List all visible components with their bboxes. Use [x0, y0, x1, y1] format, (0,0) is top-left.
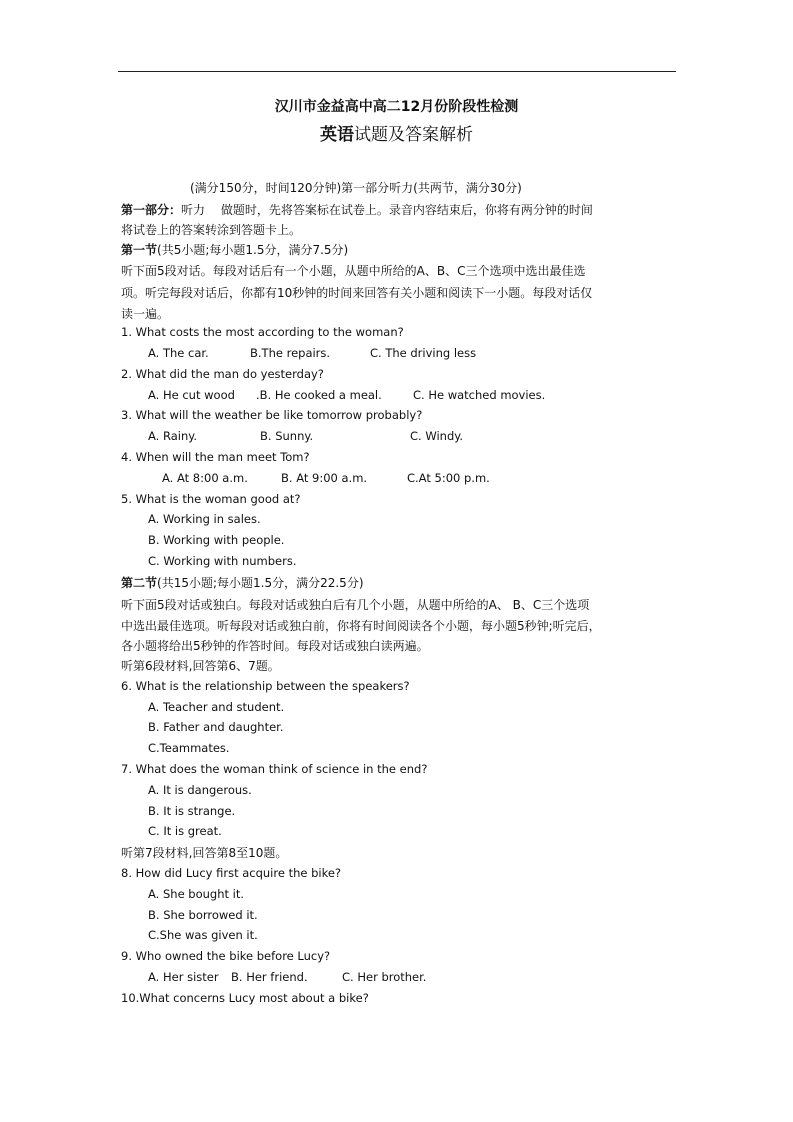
q3-option-b: B. Sunny. [260, 429, 314, 443]
q1-option-b: B.The repairs. [250, 346, 331, 360]
q5-option-a: A. Working in sales. [148, 512, 261, 526]
q2-option-c: C. He watched movies. [413, 388, 546, 402]
q8-option-c: C.She was given it. [148, 928, 258, 942]
question-4: 4. When will the man meet Tom? [121, 450, 310, 464]
q6-option-b: B. Father and daughter. [148, 720, 284, 734]
q4-option-b: B. At 9:00 a.m. [281, 471, 368, 485]
question-8: 8. How did Lucy first acquire the bike? [121, 866, 342, 880]
question-1: 1. What costs the most according to the woman? [121, 325, 404, 339]
q5-option-b: B. Working with people. [148, 533, 285, 547]
q7-option-c: C. It is great. [148, 824, 222, 838]
part1-text: 听力 做题时，先将答案标在试卷上。录音内容结束后，你将有两分钟的时间 [181, 203, 593, 217]
q3-option-c: C. Windy. [410, 429, 464, 443]
question-9: 9. Who owned the bike before Lucy? [121, 949, 331, 963]
q4-option-a: A. At 8:00 a.m. [162, 471, 248, 485]
question-3: 3. What will the weather be like tomorrow probably? [121, 408, 423, 422]
q9-option-c: C. Her brother. [342, 970, 427, 984]
q2-option-b: .B. He cooked a meal. [256, 388, 382, 402]
section1-instruction-3: 读一遍。 [121, 307, 170, 321]
q9-option-a: A. Her sister [148, 970, 219, 984]
question-2: 2. What did the man do yesterday? [121, 367, 324, 381]
q4-option-c: C.At 5:00 p.m. [407, 471, 490, 485]
q9-option-b: B. Her friend. [231, 970, 308, 984]
section2-heading [121, 576, 364, 590]
section2-instruction-2: 中选出最佳选项。听每段对话或独白前，你将有时间阅读各个小题，每小题5秒钟;听完后， [121, 619, 601, 633]
part1-line1 [121, 203, 593, 217]
section2-instruction-3: 各小题将给出5秒钟的作答时间。每段对话或独白读两遍。 [121, 639, 429, 653]
q6-option-a: A. Teacher and student. [148, 700, 285, 714]
section1-label: 第一节 [121, 243, 158, 257]
exam-intro: (满分150分，时间120分钟)第一部分听力(共两节，满分30分) [190, 181, 522, 195]
q1-option-a: A. The car. [148, 346, 209, 360]
section1-info: (共5小题;每小题1.5分，满分7.5分) [157, 243, 349, 257]
q2-option-a: A. He cut wood [148, 388, 235, 402]
part1-label: 第一部分： [121, 203, 182, 217]
q5-option-c: C. Working with numbers. [148, 554, 297, 568]
q7-option-a: A. It is dangerous. [148, 783, 252, 797]
section2-instruction-1: 听下面5段对话或独白。每段对话或独白后有几个小题，从题中所给的A、 B、C三个选项 [121, 598, 590, 612]
exam-subtitle [0, 120, 793, 145]
material-7-heading: 听第7段材料,回答第8至10题。 [121, 846, 288, 860]
subtitle-subject: 英语 [320, 125, 354, 145]
section1-heading [121, 243, 348, 257]
q1-option-c: C. The driving less [370, 346, 477, 360]
part1-line2: 将试卷上的答案转涂到答题卡上。 [121, 223, 302, 237]
q3-option-a: A. Rainy. [148, 429, 198, 443]
section2-info: (共15小题;每小题1.5分，满分22.5分) [157, 576, 364, 590]
q8-option-b: B. She borrowed it. [148, 908, 258, 922]
q8-option-a: A. She bought it. [148, 887, 245, 901]
q7-option-b: B. It is strange. [148, 804, 236, 818]
section1-instruction-2: 项。听完每段对话后，你都有10秒钟的时间来回答有关小题和阅读下一小题。每段对话仅 [121, 286, 593, 300]
question-5: 5. What is the woman good at? [121, 492, 301, 506]
q6-option-c: C.Teammates. [148, 741, 230, 755]
question-6: 6. What is the relationship between the speakers? [121, 679, 410, 693]
section1-instruction-1: 听下面5段对话。每段对话后有一个小题，从题中所给的A、B、C三个选项中选出最佳选 [121, 264, 586, 278]
section2-label: 第二节 [121, 576, 158, 590]
question-10: 10.What concerns Lucy most about a bike? [121, 991, 369, 1005]
question-7: 7. What does the woman think of science in the end? [121, 762, 428, 776]
exam-title: 汉川市金益高中高二12月份阶段性检测 [274, 99, 519, 115]
material-6-heading: 听第6段材料,回答第6、7题。 [121, 659, 280, 673]
subtitle-rest: 试题及答案解析 [354, 125, 473, 145]
header-rule [118, 71, 676, 72]
